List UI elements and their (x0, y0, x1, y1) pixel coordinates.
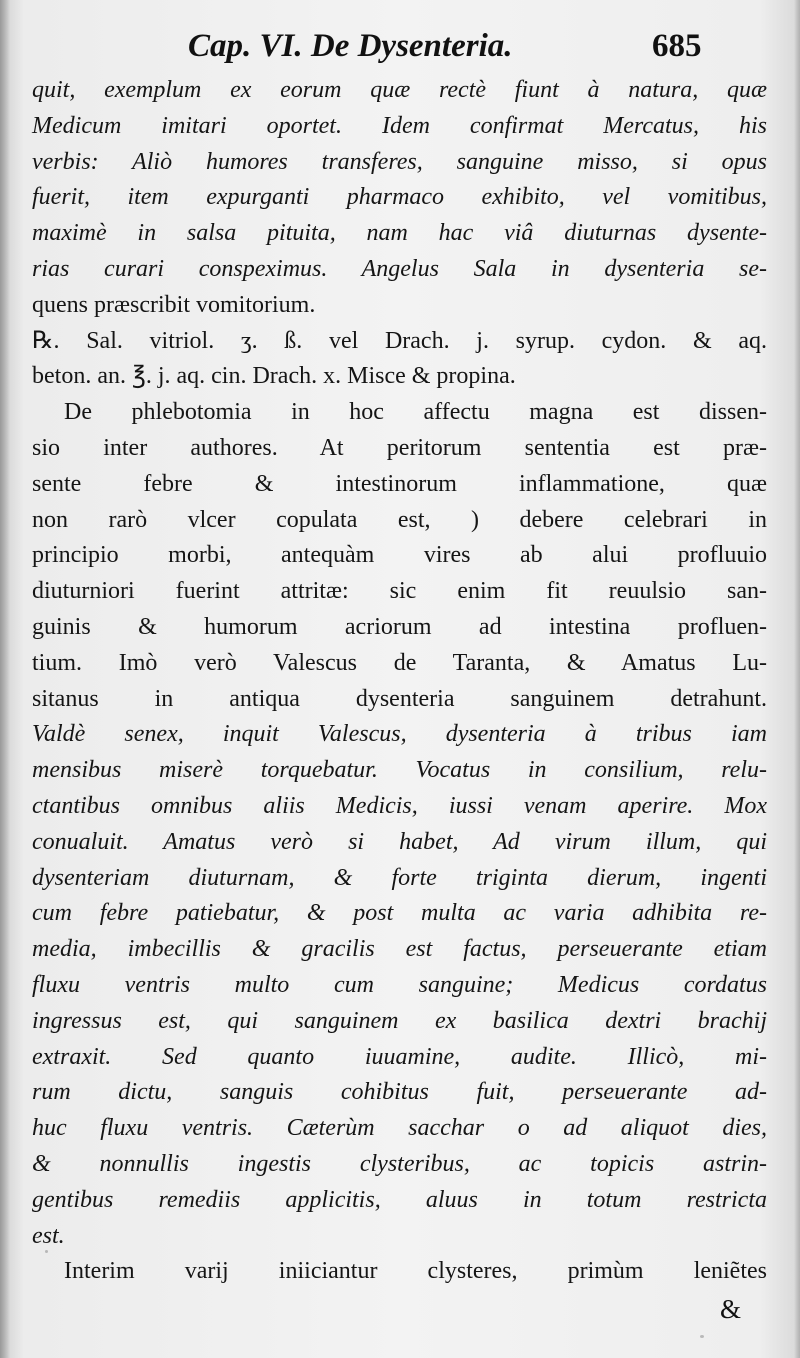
page-number: 685 (652, 28, 702, 64)
text-line: cum febre patiebatur, & post multa ac varia adhibita re- (32, 900, 767, 927)
text-line: sio inter authores. At peritorum sententia est præ- (32, 435, 767, 461)
edge-shadow (794, 0, 800, 1358)
text-line: quit, exemplum ex eorum quæ rectè fiunt à natura, quæ (32, 77, 767, 103)
text-line: verbis: Aliò humores transferes, sanguine misso, si opus (32, 148, 767, 175)
text-line: rias curari conspeximus. Angelus Sala in dysenteria se- (32, 256, 767, 282)
catchword: & (720, 1294, 742, 1324)
text-line: maximè in salsa pituita, nam hac viâ diuturnas dysente- (32, 220, 767, 247)
text-line: conualuit. Amatus verò si habet, Ad virum illum, qui (32, 828, 767, 855)
text-line: media, imbecillis & gracilis est factus, perseuerante etiam (32, 936, 767, 963)
text-line: mensibus miserè torquebatur. Vocatus in consilium, relu- (32, 757, 767, 784)
running-head-title: Cap. VI. De Dysenteria. (188, 28, 513, 64)
text-line: Interim varij iniiciantur clysteres, primùm leniẽtes (64, 1258, 767, 1285)
text-line: De phlebotomia in hoc affectu magna est dissen- (64, 399, 767, 426)
text-line: fluxu ventris multo cum sanguine; Medicus cordatus (32, 972, 767, 998)
text-line: beton. an. ℥. j. aq. cin. Drach. x. Misce & propina. (32, 363, 516, 390)
text-line: dysenteriam diuturnam, & forte triginta dierum, ingenti (32, 864, 767, 891)
text-line: tium. Imò verò Valescus de Taranta, & Amatus Lu- (32, 649, 767, 676)
text-line: diuturniori fuerint attritæ: sic enim fit reuulsio san- (32, 578, 767, 605)
text-line: quens præscribit vomitorium. (32, 291, 316, 318)
text-line: Valdè senex, inquit Valescus, dysenteria à tribus iam (32, 721, 767, 748)
text-line: rum dictu, sanguis cohibitus fuit, perseuerante ad- (32, 1079, 767, 1106)
text-line: Medicum imitari oportet. Idem confirmat Mercatus, his (32, 112, 767, 139)
text-line: guinis & humorum acriorum ad intestina profluen- (32, 614, 767, 640)
text-line: huc fluxu ventris. Cæterùm sacchar o ad aliquot dies, (32, 1115, 767, 1142)
text-line: & nonnullis ingestis clysteribus, ac topicis astrin- (32, 1151, 767, 1177)
text-line: est. (32, 1222, 65, 1249)
text-line: non rarò vlcer copulata est, ) debere celebrari in (32, 506, 767, 533)
text-line: ℞. Sal. vitriol. ʒ. ß. vel Drach. j. syrup. cydon. & aq. (32, 327, 767, 354)
text-line: gentibus remediis applicitis, aluus in totum restricta (32, 1186, 767, 1213)
text-line: fuerit, item expurganti pharmaco exhibito, vel vomitibus, (32, 184, 767, 211)
paper-speck (45, 1250, 48, 1253)
gutter-shadow (0, 0, 10, 1358)
text-line: ctantibus omnibus aliis Medicis, iussi venam aperire. Mox (32, 793, 767, 819)
text-line: extraxit. Sed quanto iuuamine, audite. Illicò, mi- (32, 1043, 767, 1070)
text-line: sente febre & intestinorum inflammatione, quæ (32, 470, 767, 497)
text-line: sitanus in antiqua dysenteria sanguinem detrahunt. (32, 685, 767, 712)
paper-speck (700, 1335, 704, 1338)
text-line: ingressus est, qui sanguinem ex basilica dextri brachij (32, 1007, 767, 1034)
text-line: principio morbi, antequàm vires ab alui profluuio (32, 542, 767, 569)
